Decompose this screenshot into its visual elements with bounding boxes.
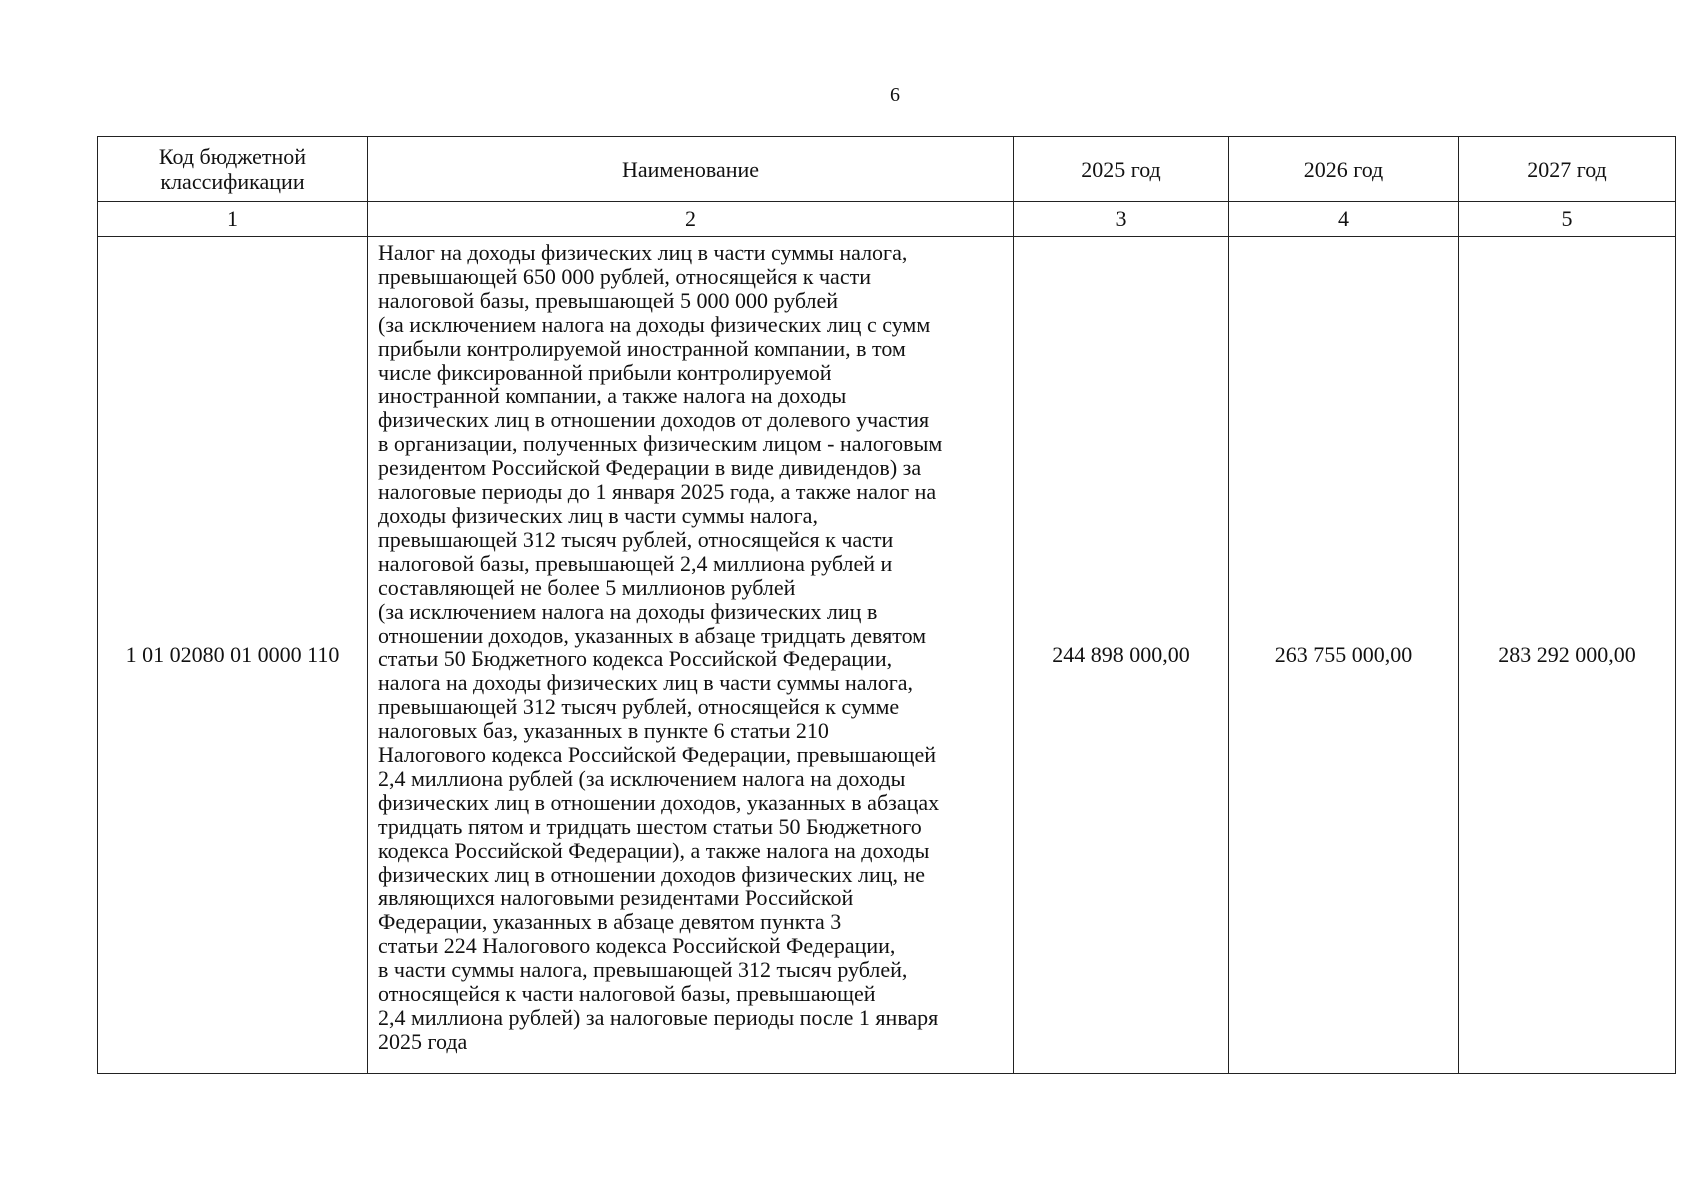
name-line: физических лиц в отношении доходов, указанных в абзацах (378, 789, 940, 815)
name-line: Налог на доходы физических лиц в части суммы налога, (378, 240, 908, 265)
name-line: (за исключением налога на доходы физических лиц с сумм (378, 311, 931, 337)
name-line: резидентом Российской Федерации в виде дивидендов) за (378, 455, 922, 481)
column-number: 3 (1014, 202, 1229, 237)
name-line: доходы физических лиц в части суммы налога, (378, 502, 818, 528)
name-line: 2,4 миллиона рублей) за налоговые периоды после 1 января (378, 1005, 939, 1030)
name-line: в организации, полученных физическим лицом - налоговым (378, 431, 943, 457)
name-line: являющихся налоговыми резидентами Российской (378, 885, 854, 911)
name-line: 2025 года (378, 1028, 468, 1054)
column-number: 1 (98, 202, 368, 237)
header-year-2027: 2027 год (1459, 137, 1676, 202)
page-number: 6 (890, 84, 900, 106)
name-line: Налогового кодекса Российской Федерации, превышающей (378, 742, 936, 768)
name-line: в части суммы налога, превышающей 312 тысяч рублей, (378, 957, 908, 983)
header-name: Наименование (368, 137, 1014, 202)
name-line: физических лиц в отношении доходов физических лиц, не (378, 861, 926, 887)
name-line: статьи 224 Налогового кодекса Российской Федерации, (378, 933, 896, 959)
name-line: прибыли контролируемой иностранной компании, в том (378, 335, 906, 361)
budget-revenue-table (97, 136, 1676, 1074)
name-cell (368, 237, 1014, 1074)
name-line: налоговых баз, указанных в пункте 6 статьи 210 (378, 718, 829, 744)
column-number-row (98, 202, 1676, 237)
name-line: налоговые периоды до 1 января 2025 года, а также налог на (378, 479, 937, 505)
table-row (98, 237, 1676, 1074)
name-line: налоговой базы, превышающей 5 000 000 рублей (378, 287, 839, 313)
table-header-row (98, 137, 1676, 202)
column-number: 5 (1459, 202, 1676, 237)
name-line: налога на доходы физических лиц в части суммы налога, (378, 670, 913, 696)
name-line: отношении доходов, указанных в абзаце тридцать девятом (378, 622, 927, 648)
budget-code-cell: 1 01 02080 01 0000 110 (98, 237, 368, 1074)
name-line: превышающей 650 000 рублей, относящейся к части (378, 263, 871, 289)
header-code: Код бюджетной классификации (98, 137, 368, 202)
name-line: иностранной компании, а также налога на доходы (378, 383, 847, 409)
amount-2027-cell: 283 292 000,00 (1459, 237, 1676, 1074)
name-line: физических лиц в отношении доходов от долевого участия (378, 407, 930, 433)
name-line: 2,4 миллиона рублей (за исключением налога на доходы (378, 765, 906, 791)
column-number: 4 (1229, 202, 1459, 237)
header-year-2026: 2026 год (1229, 137, 1459, 202)
name-line: (за исключением налога на доходы физических лиц в (378, 598, 878, 624)
amount-2026-cell: 263 755 000,00 (1229, 237, 1459, 1074)
name-line: тридцать пятом и тридцать шестом статьи 50 Бюджетного (378, 813, 922, 839)
name-line: превышающей 312 тысяч рублей, относящейся к сумме (378, 694, 900, 720)
name-line: Федерации, указанных в абзаце девятом пункта 3 (378, 909, 842, 935)
name-line: относящейся к части налоговой базы, превышающей (378, 981, 876, 1007)
name-line: числе фиксированной прибыли контролируемой (378, 359, 832, 385)
name-line: налоговой базы, превышающей 2,4 миллиона рублей и (378, 550, 893, 576)
name-line: статьи 50 Бюджетного кодекса Российской Федерации, (378, 646, 893, 672)
name-line: превышающей 312 тысяч рублей, относящейся к части (378, 526, 894, 552)
name-line: составляющей не более 5 миллионов рублей (378, 574, 796, 600)
amount-2025-cell: 244 898 000,00 (1014, 237, 1229, 1074)
header-year-2025: 2025 год (1014, 137, 1229, 202)
name-line: кодекса Российской Федерации), а также налога на доходы (378, 837, 930, 863)
column-number: 2 (368, 202, 1014, 237)
